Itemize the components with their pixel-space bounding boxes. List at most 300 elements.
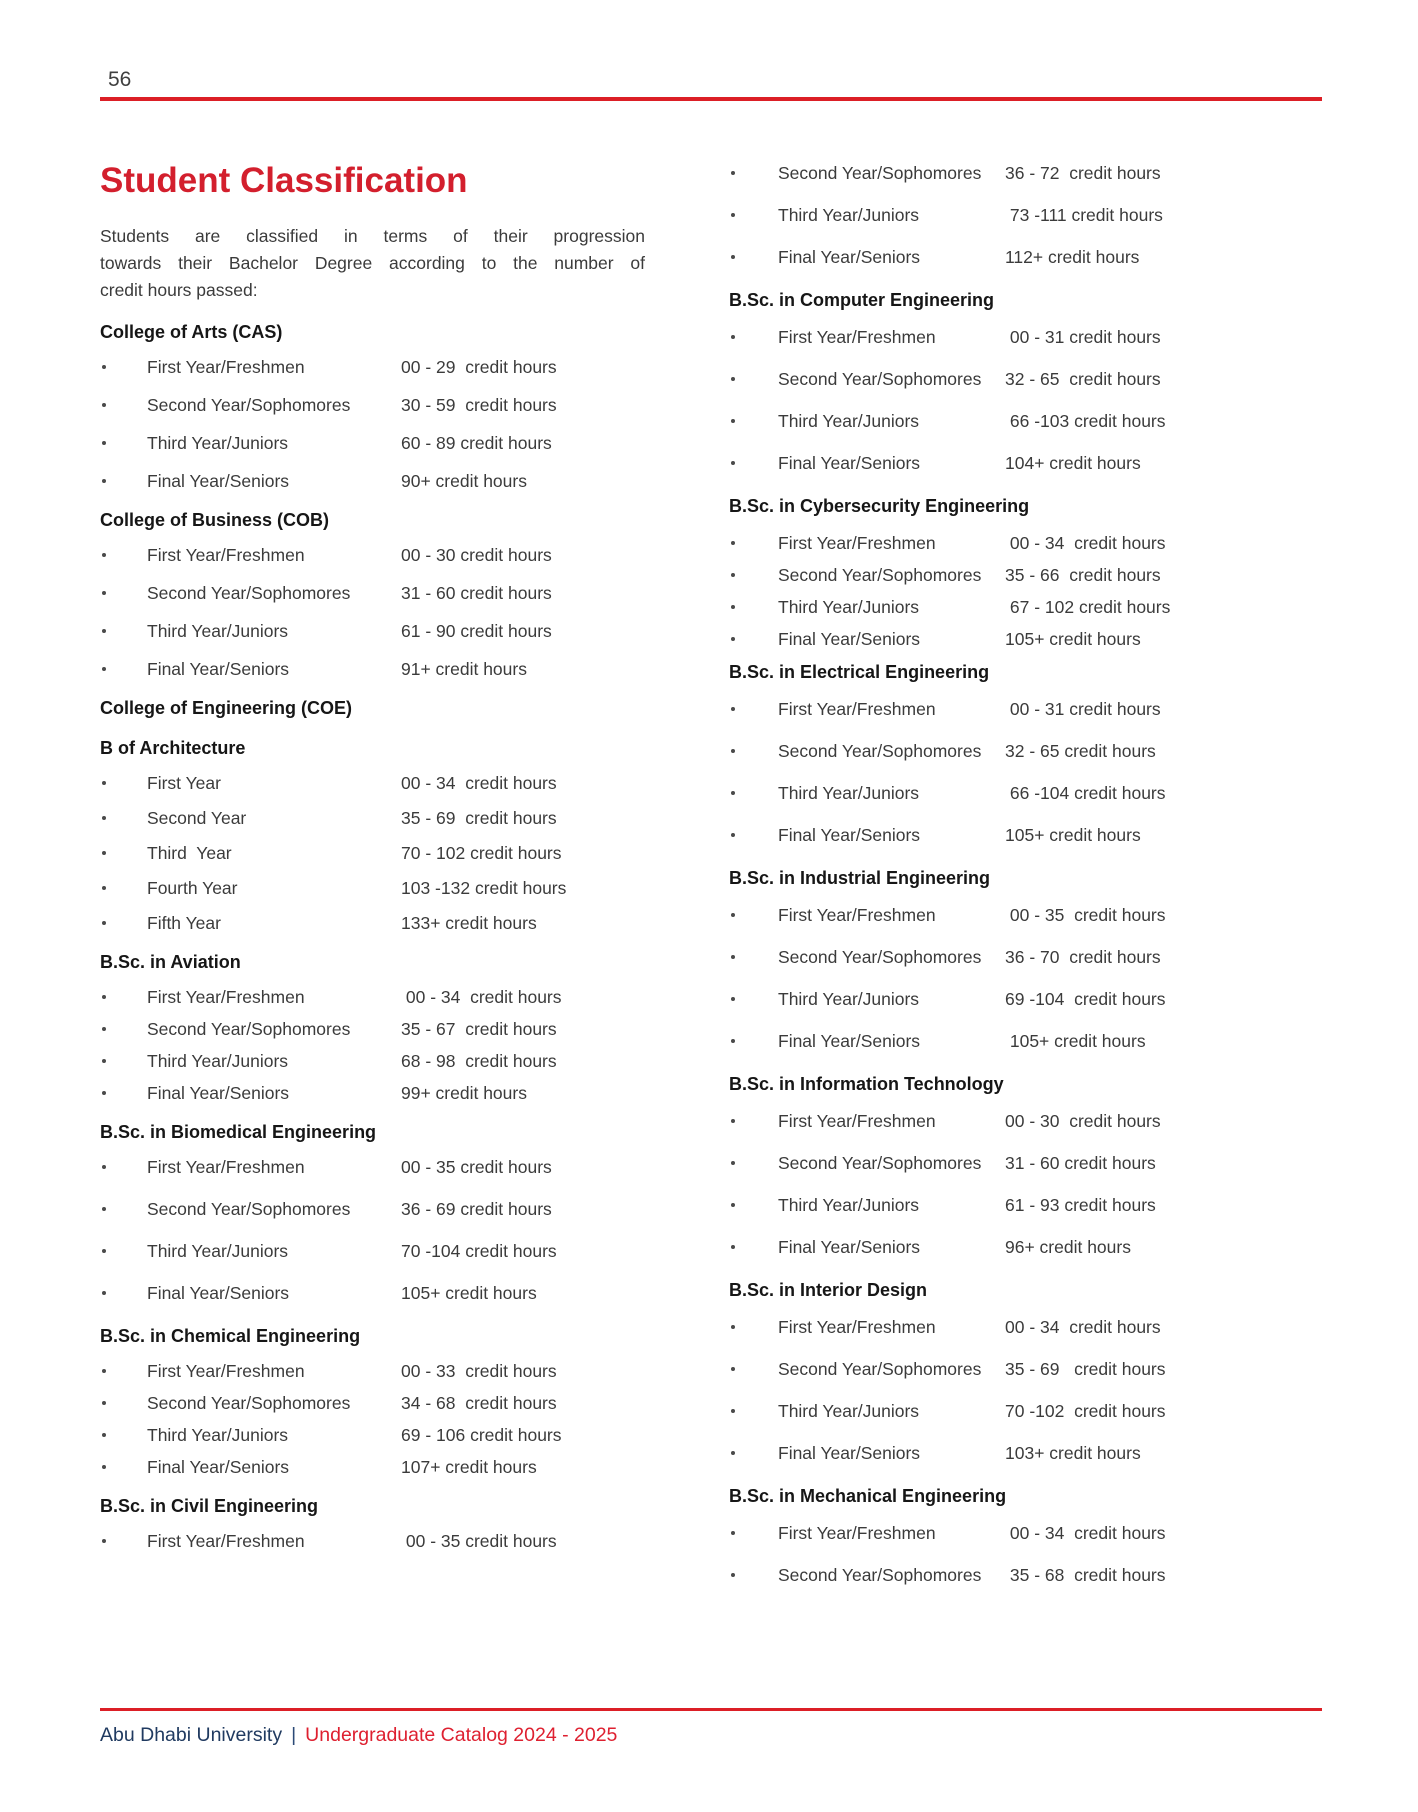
bullet-icon [731,707,735,711]
row-value: 32 - 65 credit hours [1005,369,1161,389]
bullet-icon [102,886,106,890]
classification-row [729,326,1329,348]
row-label: Final Year/Seniors [778,629,921,649]
bullet-icon [731,213,735,217]
row-value: 00 - 35 credit hours [401,1157,552,1177]
row-label: Fifth Year [147,913,221,933]
group-heading: B.Sc. in Industrial Engineering [729,868,991,888]
program-group [100,1494,645,1552]
bullet-cell [729,904,778,926]
bullet-icon [731,461,735,465]
bullet-icon [102,921,106,925]
bullet-cell [729,162,778,184]
classification-row [100,1198,645,1220]
bullet-cell [729,596,778,618]
bullet-cell [100,1156,147,1178]
bullet-cell [729,532,778,554]
row-label: Fourth Year [147,878,238,898]
row-label: Final Year/Seniors [147,1457,290,1477]
row-label: First Year/Freshmen [147,357,305,377]
row-label: First Year/Freshmen [147,545,305,565]
row-label: First Year/Freshmen [778,905,936,925]
program-group [729,660,1329,846]
bullet-cell [729,628,778,650]
bullet-icon [102,1059,106,1063]
row-value: 105+ credit hours [401,1283,537,1303]
bullet-cell [729,1358,778,1380]
bullet-icon [102,995,106,999]
bullet-cell [100,986,147,1008]
row-label: Final Year/Seniors [778,453,921,473]
row-label: Second Year/Sophomores [778,369,982,389]
row-label: Final Year/Seniors [778,1443,921,1463]
row-value: 67 - 102 credit hours [1005,597,1171,617]
page-number: 56 [108,68,132,91]
bullet-icon [102,1369,106,1373]
bullet-cell [729,782,778,804]
row-label: First Year/Freshmen [147,1531,305,1551]
row-value: 90+ credit hours [401,471,527,491]
bullet-cell [100,1082,147,1104]
classification-row [100,658,645,680]
bullet-icon [731,637,735,641]
bullet-cell [100,394,147,416]
row-label: Second Year/Sophomores [147,1393,351,1413]
group-heading: B.Sc. in Information Technology [729,1074,1004,1094]
bullet-icon [731,1039,735,1043]
classification-row [100,1050,645,1072]
bullet-icon [102,1291,106,1295]
row-value: 00 - 34 credit hours [1005,533,1166,553]
row-value: 35 - 66 credit hours [1005,565,1161,585]
bullet-icon [102,441,106,445]
bullet-icon [731,335,735,339]
bullet-cell [100,1198,147,1220]
classification-row [729,162,1329,184]
classification-row [729,946,1329,968]
bullet-cell [729,1030,778,1052]
bullet-cell [100,1240,147,1262]
footer-university: Abu Dhabi University [100,1724,283,1746]
program-group [100,320,645,492]
bullet-icon [731,1367,735,1371]
classification-row [729,1030,1329,1052]
row-label: Second Year/Sophomores [778,163,982,183]
row-value: 31 - 60 credit hours [1005,1153,1156,1173]
bullet-cell [100,1360,147,1382]
group-heading: B.Sc. in Aviation [100,952,241,972]
row-value: 31 - 60 credit hours [401,583,552,603]
row-value: 66 -104 credit hours [1005,783,1166,803]
row-value: 99+ credit hours [401,1083,527,1103]
footer-catalog: Undergraduate Catalog 2024 - 2025 [305,1724,618,1746]
group-heading: B.Sc. in Cybersecurity Engineering [729,496,1030,516]
row-label: Third Year/Juniors [778,597,920,617]
header-rule [100,97,1322,101]
bullet-icon [731,955,735,959]
row-value: 91+ credit hours [401,659,527,679]
row-value: 00 - 30 credit hours [1005,1111,1161,1131]
program-group [729,288,1329,474]
row-value: 68 - 98 credit hours [401,1051,557,1071]
bullet-cell [729,1522,778,1544]
classification-row [100,432,645,454]
intro-line: Students are classified in terms of their progression [100,226,645,246]
footer-separator: | [291,1724,297,1746]
bullet-cell [729,452,778,474]
bullet-cell [100,877,147,899]
row-value: 104+ credit hours [1005,453,1141,473]
bullet-icon [731,913,735,917]
classification-row [100,544,645,566]
row-label: Final Year/Seniors [147,1083,290,1103]
program-groups-left [100,320,645,1552]
bullet-icon [102,1433,106,1437]
bullet-cell [100,544,147,566]
bullet-icon [102,629,106,633]
row-value: 96+ credit hours [1005,1237,1131,1257]
bullet-icon [731,833,735,837]
bullet-cell [100,1282,147,1304]
row-label: Second Year/Sophomores [778,1565,982,1585]
row-value: 69 -104 credit hours [1005,989,1166,1009]
classification-row [729,988,1329,1010]
row-label: Second Year/Sophomores [778,565,982,585]
row-label: Final Year/Seniors [147,659,290,679]
row-label: Final Year/Seniors [147,471,290,491]
row-value: 00 - 35 credit hours [401,1531,557,1551]
row-value: 69 - 106 credit hours [401,1425,562,1445]
classification-row [100,356,645,378]
row-label: Final Year/Seniors [147,1283,290,1303]
bullet-icon [102,553,106,557]
row-value: 00 - 34 credit hours [401,987,562,1007]
classification-row [100,1360,645,1382]
bullet-cell [100,772,147,794]
row-value: 00 - 34 credit hours [1005,1317,1161,1337]
row-label: First Year/Freshmen [778,533,936,553]
bullet-icon [102,403,106,407]
row-value: 60 - 89 credit hours [401,433,552,453]
bullet-cell [100,658,147,680]
footer-rule [100,1708,1322,1711]
bullet-cell [100,1392,147,1414]
row-label: Final Year/Seniors [778,1237,921,1257]
row-label: First Year/Freshmen [147,987,305,1007]
row-value: 36 - 72 credit hours [1005,163,1161,183]
bullet-icon [731,541,735,545]
row-label: Final Year/Seniors [778,247,921,267]
bullet-icon [102,1539,106,1543]
row-value: 105+ credit hours [1005,825,1141,845]
program-group [729,1072,1329,1258]
bullet-cell [729,1194,778,1216]
classification-row [729,1236,1329,1258]
row-label: Third Year/Juniors [147,1425,289,1445]
bullet-icon [731,255,735,259]
row-label: Final Year/Seniors [778,825,921,845]
bullet-icon [731,377,735,381]
row-label: First Year/Freshmen [147,1361,305,1381]
classification-row [100,1530,645,1552]
row-value: 36 - 69 credit hours [401,1199,552,1219]
bullet-icon [731,419,735,423]
intro-paragraph [100,223,645,304]
bullet-icon [731,1245,735,1249]
classification-row [729,368,1329,390]
bullet-icon [731,997,735,1001]
classification-row [100,1456,645,1478]
bullet-icon [102,1465,106,1469]
row-value: 00 - 34 credit hours [1005,1523,1166,1543]
bullet-icon [102,816,106,820]
row-label: Second Year/Sophomores [778,1359,982,1379]
bullet-icon [102,1207,106,1211]
bullet-icon [731,1451,735,1455]
row-value: 00 - 34 credit hours [401,773,557,793]
group-heading: B.Sc. in Interior Design [729,1280,928,1300]
row-value: 112+ credit hours [1005,247,1140,267]
row-label: Third Year/Juniors [147,621,289,641]
bullet-cell [100,1456,147,1478]
bullet-cell [100,807,147,829]
bullet-cell [729,698,778,720]
row-label: Second Year/Sophomores [147,1199,351,1219]
bullet-icon [102,667,106,671]
classification-row [729,1194,1329,1216]
bullet-cell [100,912,147,934]
bullet-cell [729,1564,778,1586]
classification-row [100,842,645,864]
row-value: 35 - 67 credit hours [401,1019,557,1039]
classification-row [729,1400,1329,1422]
bullet-icon [102,1027,106,1031]
row-label: First Year/Freshmen [778,1523,936,1543]
row-label: Third Year/Juniors [778,783,920,803]
bullet-icon [731,1161,735,1165]
group-heading: College of Business (COB) [100,510,330,530]
row-value: 133+ credit hours [401,913,537,933]
bullet-icon [102,1091,106,1095]
row-value: 61 - 90 credit hours [401,621,552,641]
bullet-cell [729,1152,778,1174]
bullet-cell [100,842,147,864]
row-label: Second Year/Sophomores [778,1153,982,1173]
bullet-cell [729,740,778,762]
row-label: First Year/Freshmen [778,1317,936,1337]
classification-row [100,1392,645,1414]
row-value: 103 -132 credit hours [401,878,567,898]
classification-row [100,912,645,934]
bullet-icon [102,851,106,855]
bullet-icon [102,479,106,483]
group-heading: B.Sc. in Civil Engineering [100,1496,319,1516]
group-heading: B.Sc. in Mechanical Engineering [729,1486,1007,1506]
classification-row [100,772,645,794]
classification-row [100,470,645,492]
row-value: 00 - 29 credit hours [401,357,557,377]
classification-row [729,1522,1329,1544]
row-value: 00 - 31 credit hours [1005,699,1161,719]
classification-row [729,904,1329,926]
bullet-cell [729,204,778,226]
row-label: Third Year/Juniors [147,1051,289,1071]
footer [100,1722,617,1748]
bullet-cell [729,368,778,390]
bullet-cell [729,1110,778,1132]
row-label: Second Year [147,808,247,828]
bullet-cell [729,1316,778,1338]
bullet-cell [100,1530,147,1552]
bullet-icon [731,1573,735,1577]
classification-row [729,740,1329,762]
bullet-cell [729,410,778,432]
bullet-cell [729,946,778,968]
row-label: Third Year/Juniors [147,1241,289,1261]
row-value: 70 -104 credit hours [401,1241,557,1261]
page-title: Student Classification [100,161,468,200]
program-group [100,950,645,1104]
program-group [100,736,645,934]
classification-row [729,204,1329,226]
bullet-icon [102,781,106,785]
bullet-cell [100,432,147,454]
intro-line: towards their Bachelor Degree according to the number of [100,253,645,273]
bullet-icon [731,1119,735,1123]
row-value: 70 - 102 credit hours [401,843,562,863]
classification-row [729,564,1329,586]
classification-row [100,582,645,604]
program-group [729,494,1329,650]
bullet-icon [731,749,735,753]
program-group [100,696,645,720]
row-label: Second Year/Sophomores [147,1019,351,1039]
classification-row [729,824,1329,846]
classification-row [100,1156,645,1178]
row-value: 73 -111 credit hours [1005,205,1163,225]
program-group [729,866,1329,1052]
group-heading: B.Sc. in Biomedical Engineering [100,1122,377,1142]
row-label: First Year/Freshmen [778,699,936,719]
bullet-cell [100,470,147,492]
classification-row [100,877,645,899]
classification-row [729,698,1329,720]
intro-line: credit hours passed: [100,280,258,300]
bullet-cell [729,564,778,586]
group-heading: B.Sc. in Electrical Engineering [729,662,990,682]
row-label: Third Year/Juniors [778,205,920,225]
row-value: 35 - 69 credit hours [401,808,557,828]
classification-row [729,1564,1329,1586]
row-label: Final Year/Seniors [778,1031,921,1051]
group-heading: College of Arts (CAS) [100,322,283,342]
row-label: Third Year/Juniors [147,433,289,453]
classification-row [100,986,645,1008]
column-left [100,163,645,1568]
classification-row [100,1424,645,1446]
classification-row [729,596,1329,618]
bullet-cell [729,1400,778,1422]
classification-row [729,246,1329,268]
bullet-cell [729,1236,778,1258]
classification-row [729,410,1329,432]
row-value: 103+ credit hours [1005,1443,1141,1463]
bullet-icon [731,1409,735,1413]
row-value: 00 - 35 credit hours [1005,905,1166,925]
bullet-cell [729,988,778,1010]
bullet-icon [731,1531,735,1535]
row-label: Third Year/Juniors [778,1401,920,1421]
row-value: 36 - 70 credit hours [1005,947,1161,967]
row-label: Second Year/Sophomores [778,741,982,761]
bullet-cell [729,824,778,846]
group-heading: B.Sc. in Computer Engineering [729,290,995,310]
row-value: 00 - 30 credit hours [401,545,552,565]
row-label: Second Year/Sophomores [147,583,351,603]
row-value: 35 - 69 credit hours [1005,1359,1166,1379]
row-label: Third Year/Juniors [778,989,920,1009]
classification-row [100,1082,645,1104]
group-heading: B.Sc. in Chemical Engineering [100,1326,361,1346]
classification-row [100,394,645,416]
classification-row [729,782,1329,804]
row-label: First Year [147,773,221,793]
row-label: Third Year [147,843,232,863]
row-value: 66 -103 credit hours [1005,411,1166,431]
row-label: Third Year/Juniors [778,1195,920,1215]
row-value: 70 -102 credit hours [1005,1401,1166,1421]
bullet-cell [100,582,147,604]
bullet-cell [100,1018,147,1040]
bullet-icon [731,573,735,577]
bullet-cell [100,356,147,378]
row-label: First Year/Freshmen [778,327,936,347]
row-value: 105+ credit hours [1005,1031,1146,1051]
bullet-cell [729,1442,778,1464]
classification-row [729,1110,1329,1132]
row-label: Second Year/Sophomores [778,947,982,967]
row-value: 30 - 59 credit hours [401,395,557,415]
classification-row [100,1018,645,1040]
row-value: 35 - 68 credit hours [1005,1565,1166,1585]
classification-row [100,1240,645,1262]
bullet-cell [100,1050,147,1072]
bullet-icon [102,1401,106,1405]
row-label: Second Year/Sophomores [147,395,351,415]
bullet-cell [729,326,778,348]
classification-row [100,807,645,829]
program-group [729,1278,1329,1464]
classification-row [729,532,1329,554]
row-label: First Year/Freshmen [147,1157,305,1177]
bullet-icon [102,365,106,369]
program-group [729,162,1329,268]
classification-row [729,1316,1329,1338]
bullet-cell [729,246,778,268]
classification-row [729,1358,1329,1380]
bullet-icon [731,171,735,175]
row-value: 34 - 68 credit hours [401,1393,557,1413]
group-heading: College of Engineering (COE) [100,698,353,718]
program-group [100,1120,645,1304]
row-value: 32 - 65 credit hours [1005,741,1156,761]
row-value: 107+ credit hours [401,1457,537,1477]
classification-row [729,628,1329,650]
bullet-icon [731,1325,735,1329]
bullet-cell [100,620,147,642]
classification-row [729,452,1329,474]
program-group [100,1324,645,1478]
